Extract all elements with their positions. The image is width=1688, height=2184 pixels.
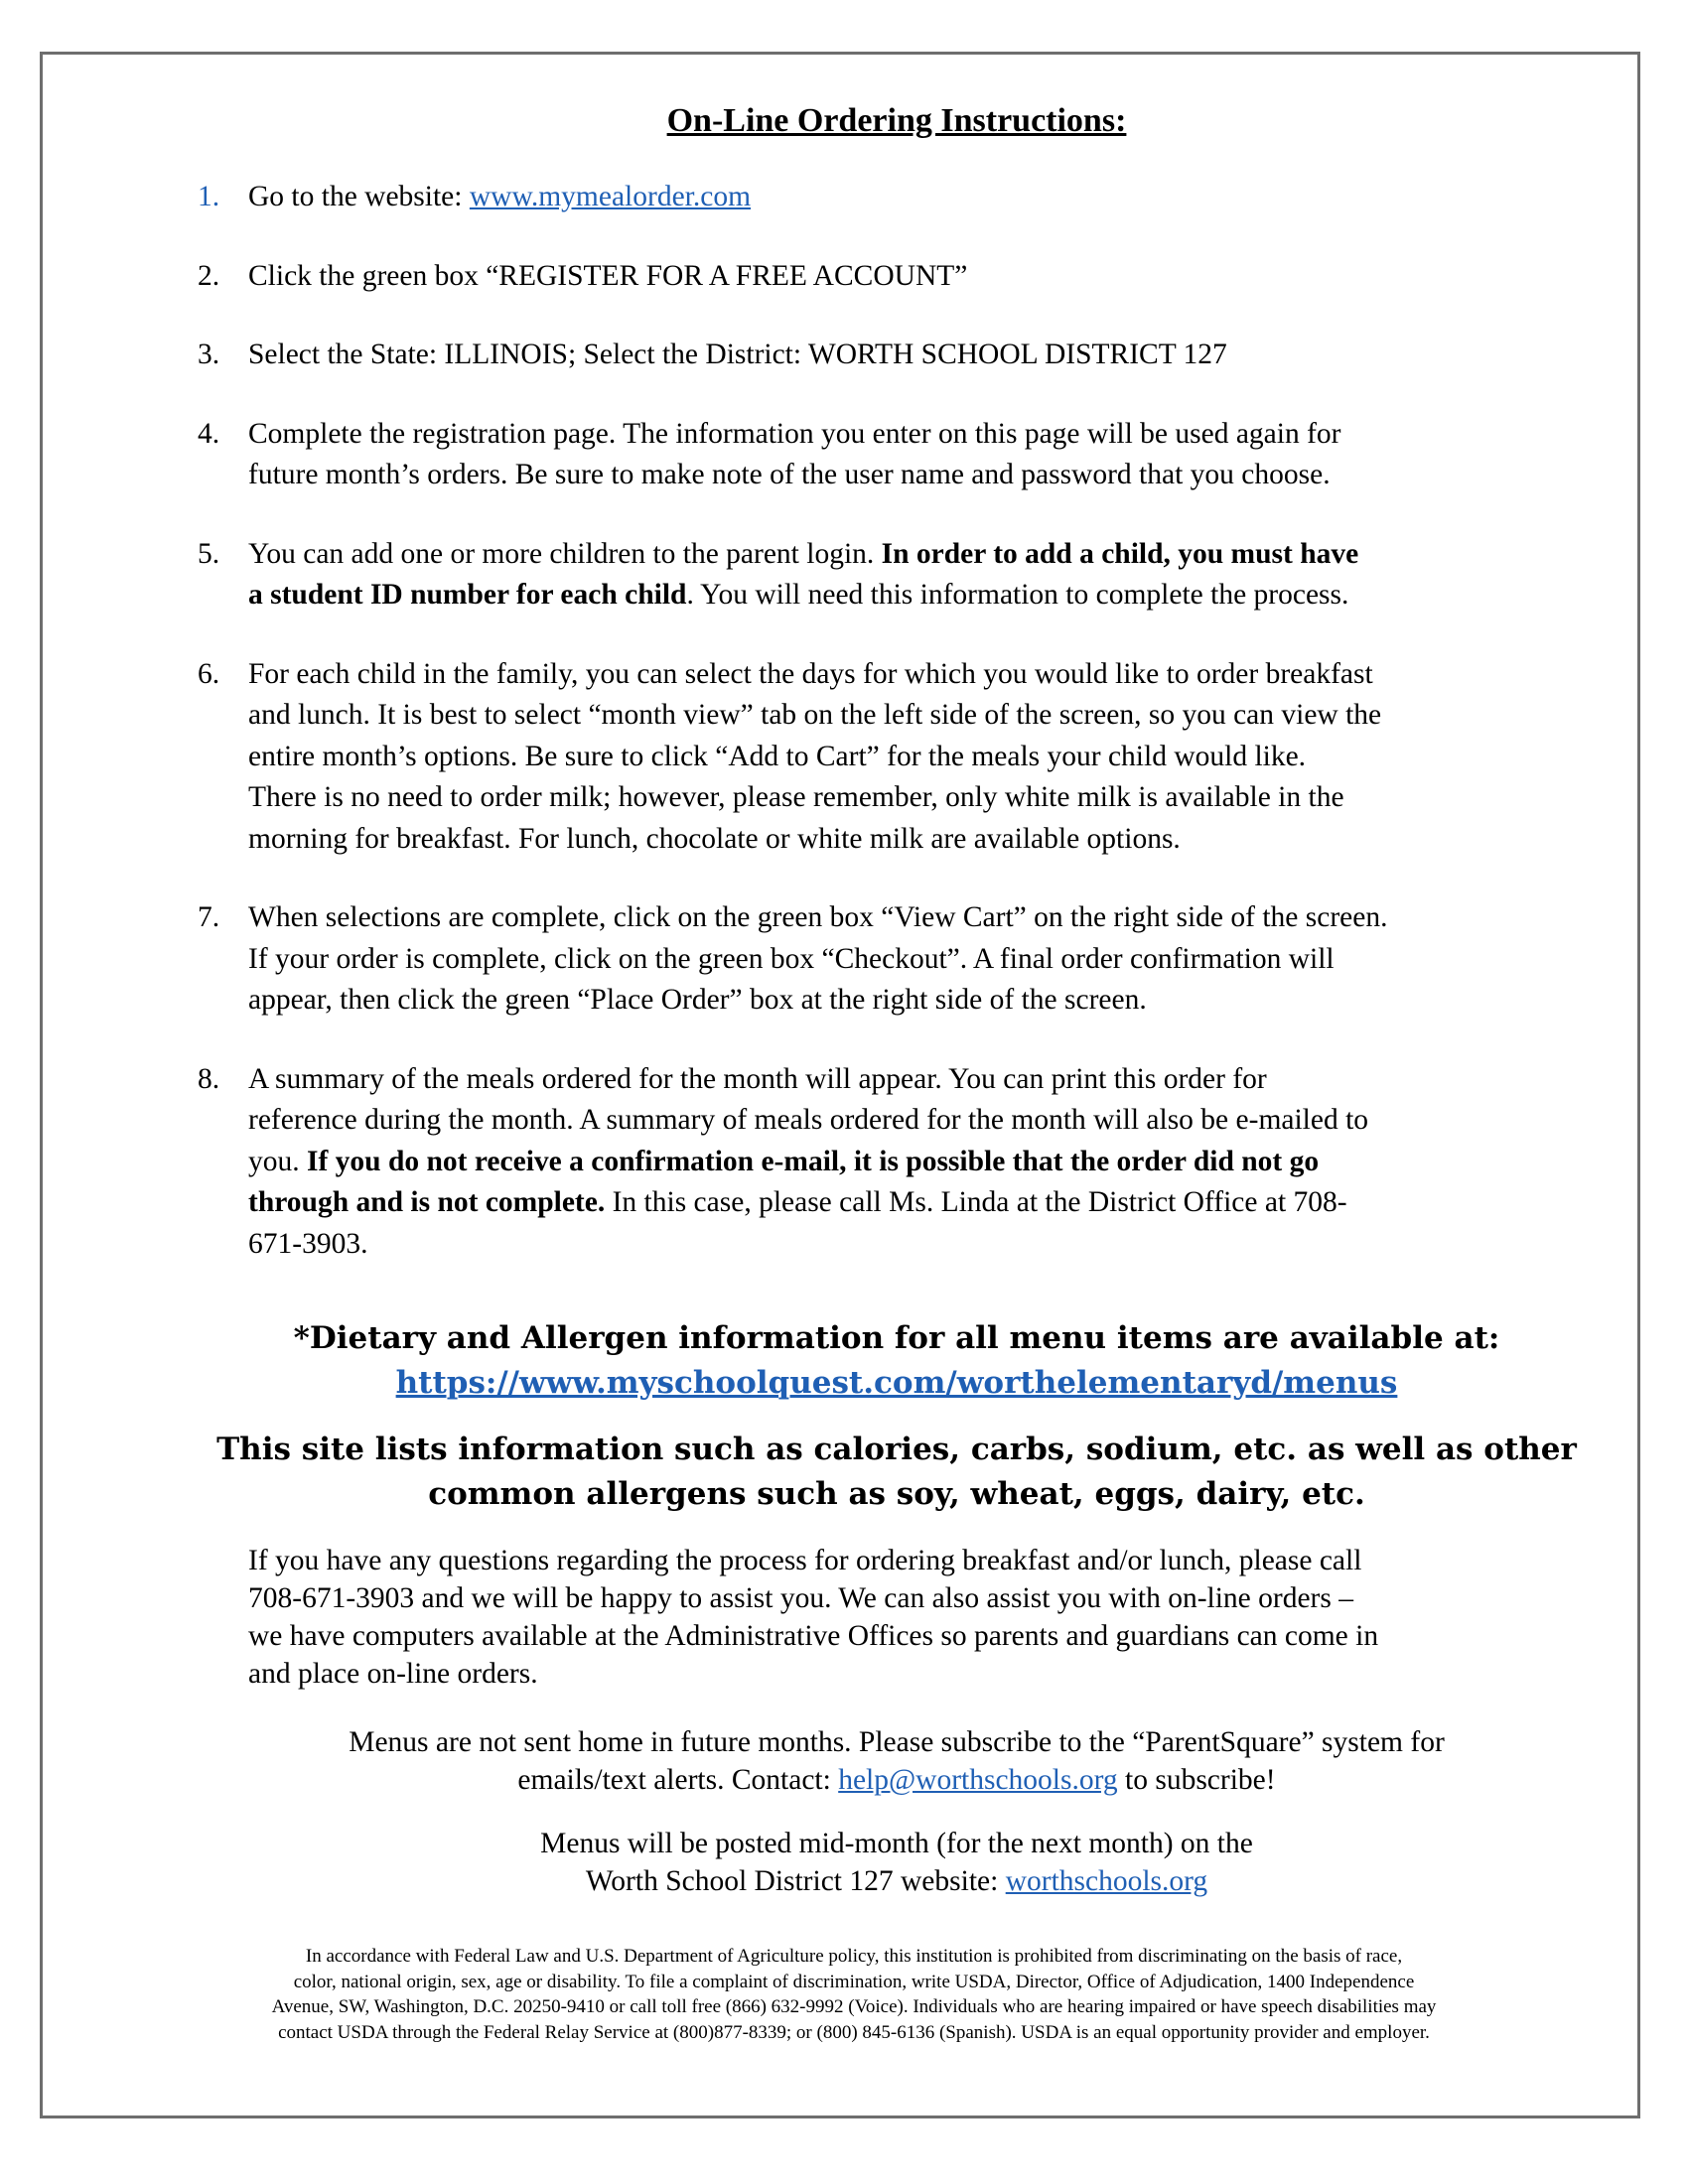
myschoolquest-link[interactable]: https://www.myschoolquest.com/worthelementaryd/menus bbox=[395, 1365, 1398, 1401]
menus-note-paragraph bbox=[0, 1723, 1688, 1799]
posted-note-text: Menus will be posted mid-month (for the next month) on the bbox=[540, 1828, 1253, 1859]
step-text-line: future month’s orders. Be sure to make note of the user name and password that you choose. bbox=[248, 459, 1331, 490]
instruction-steps bbox=[189, 177, 1559, 1265]
step-text-line: Complete the registration page. The information you enter on this page will be used again for bbox=[248, 417, 1341, 450]
help-email-link[interactable]: help@worthschools.org bbox=[838, 1764, 1118, 1796]
step-1 bbox=[189, 177, 1559, 218]
step-6 bbox=[189, 654, 1559, 861]
step-text-line: morning for breakfast. For lunch, chocolate or white milk are available options. bbox=[248, 822, 1181, 855]
step-text: you. bbox=[248, 1145, 307, 1177]
step-number: 8. bbox=[198, 1062, 220, 1095]
step-text: . You will need this information to complete the process. bbox=[686, 579, 1349, 611]
step-text: You can add one or more children to the parent login. bbox=[248, 537, 882, 570]
step-text-line: appear, then click the green “Place Order” box at the right side of the screen. bbox=[248, 984, 1147, 1016]
step-emphasis: If you do not receive a confirmation e-mail, it is possible that the order did not go bbox=[307, 1145, 1320, 1177]
step-number: 6. bbox=[198, 657, 220, 690]
step-text-line: entire month’s options. Be sure to click “Add to Cart” for the meals your child would like. bbox=[248, 740, 1307, 772]
questions-text: and place on-line orders. bbox=[248, 1658, 538, 1690]
step-4 bbox=[189, 414, 1559, 496]
step-text: In this case, please call Ms. Linda at the District Office at 708- bbox=[605, 1186, 1347, 1218]
posted-note-text: Worth School District 127 website: bbox=[585, 1865, 1006, 1897]
step-text-line: For each child in the family, you can select the days for which you would like to order breakfast bbox=[248, 657, 1373, 690]
usda-nondiscrimination-statement bbox=[159, 1944, 1549, 2045]
step-text: Select the State: ILLINOIS; Select the District: WORTH SCHOOL DISTRICT 127 bbox=[248, 339, 1227, 370]
step-5 bbox=[189, 534, 1559, 616]
allergen-heading-text: *Dietary and Allergen information for all menu items are available at: bbox=[293, 1320, 1500, 1356]
step-2 bbox=[189, 256, 1559, 298]
legal-text: Avenue, SW, Washington, D.C. 20250-9410 or call toll free (866) 632-9992 (Voice). Individuals who are hearing impaired or have speech disabilities may bbox=[271, 1996, 1437, 2017]
menus-note-text: emails/text alerts. Contact: bbox=[517, 1764, 839, 1796]
page-title: On-Line Ordering Instructions: bbox=[666, 102, 1127, 139]
site-info-text: This site lists information such as calories, carbs, sodium, etc. as well as other bbox=[216, 1432, 1577, 1467]
questions-text: If you have any questions regarding the process for ordering breakfast and/or lunch, please call bbox=[248, 1545, 1362, 1576]
site-info-text: common allergens such as soy, wheat, eggs, dairy, etc. bbox=[428, 1476, 1365, 1512]
step-3 bbox=[189, 335, 1559, 376]
legal-text: In accordance with Federal Law and U.S. Department of Agriculture policy, this institution is prohibited from discriminating on the basis of race, bbox=[305, 1946, 1403, 1967]
questions-text: 708-671-3903 and we will be happy to assist you. We can also assist you with on-line orders – bbox=[248, 1582, 1353, 1614]
step-text-line: There is no need to order milk; however, please remember, only white milk is available in the bbox=[248, 781, 1344, 813]
step-text-line: and lunch. It is best to select “month view” tab on the left side of the screen, so you can view the bbox=[248, 699, 1382, 731]
questions-paragraph bbox=[248, 1542, 1559, 1693]
step-text-line: When selections are complete, click on the green box “View Cart” on the right side of the screen. bbox=[248, 901, 1388, 933]
site-info-heading bbox=[0, 1428, 1688, 1517]
posted-note-paragraph bbox=[0, 1825, 1688, 1900]
questions-text: we have computers available at the Administrative Offices so parents and guardians can come in bbox=[248, 1620, 1379, 1652]
step-text-line: 671-3903. bbox=[248, 1227, 368, 1260]
mymealorder-link[interactable]: www.mymealorder.com bbox=[469, 181, 752, 212]
allergen-info-heading bbox=[0, 1316, 1688, 1406]
menus-note-text: Menus are not sent home in future months. Please subscribe to the “ParentSquare” system for bbox=[349, 1726, 1445, 1758]
step-text-line: reference during the month. A summary of meals ordered for the month will also be e-mailed to bbox=[248, 1104, 1369, 1136]
step-number: 5. bbox=[198, 537, 220, 570]
step-text: Go to the website: bbox=[248, 181, 470, 212]
step-text-line: If your order is complete, click on the green box “Checkout”. A final order confirmation will bbox=[248, 942, 1335, 975]
legal-text: color, national origin, sex, age or disability. To file a complaint of discrimination, write USDA, Director, Office of Adjudication, 1400 Independence bbox=[293, 1971, 1415, 1992]
step-emphasis: a student ID number for each child bbox=[248, 579, 687, 611]
step-8 bbox=[189, 1059, 1559, 1266]
step-emphasis: through and is not complete. bbox=[248, 1186, 606, 1218]
step-number: 1. bbox=[198, 181, 220, 212]
step-number: 3. bbox=[198, 339, 220, 370]
step-7 bbox=[189, 897, 1559, 1022]
step-emphasis: In order to add a child, you must have bbox=[881, 537, 1359, 570]
step-text: Click the green box “REGISTER FOR A FREE ACCOUNT” bbox=[248, 259, 968, 292]
step-number: 4. bbox=[198, 417, 220, 450]
step-number: 2. bbox=[198, 259, 220, 292]
step-text-line: A summary of the meals ordered for the month will appear. You can print this order for bbox=[248, 1062, 1267, 1095]
worthschools-link[interactable]: worthschools.org bbox=[1005, 1865, 1208, 1897]
legal-text: contact USDA through the Federal Relay Service at (800)877-8339; or (800) 845-6136 (Spanish). USDA is an equal opportunity provider and employer. bbox=[278, 2021, 1430, 2043]
menus-note-text: to subscribe! bbox=[1117, 1764, 1276, 1796]
step-number: 7. bbox=[198, 901, 220, 933]
